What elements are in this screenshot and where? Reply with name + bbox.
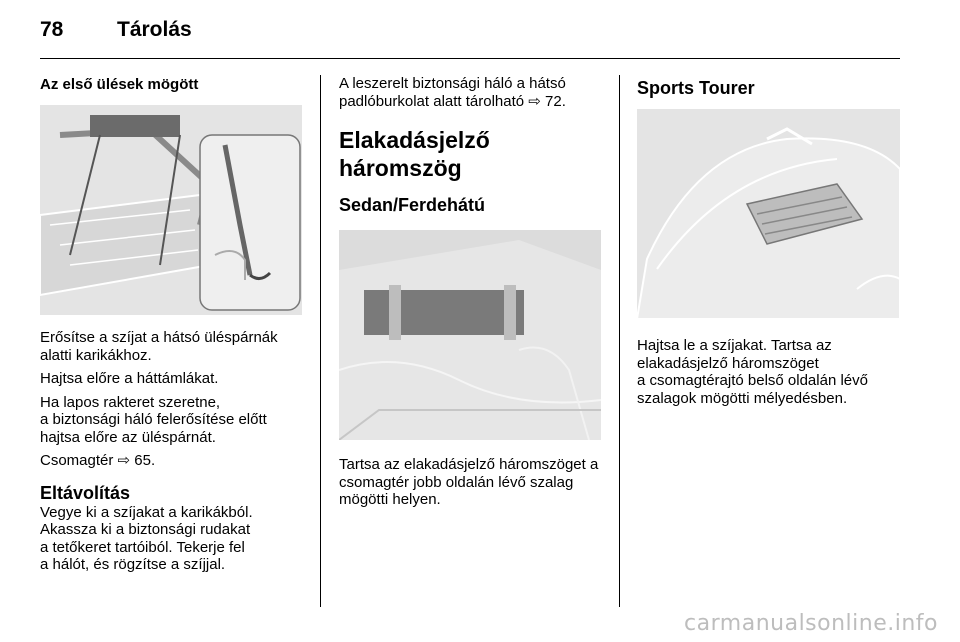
paragraph-sedan-caption: Tartsa az elakadásjelző háromszöget a csomagtér jobb oldalán lévő szalag mögötti helyen. xyxy=(339,456,599,508)
paragraph-fold-backrests: Hajtsa előre a háttámlákat. xyxy=(40,370,219,387)
paragraph-attach-strap: Erősítse a szíjat a hátsó üléspárnák alatti karikákhoz. xyxy=(40,329,278,364)
header-rule xyxy=(40,58,900,59)
section-heading-sports-tourer: Sports Tourer xyxy=(637,78,755,98)
paragraph-net-storage: A leszerelt biztonsági háló a hátsó padlóburkolat alatt tárolható ⇨ 72. xyxy=(339,75,566,110)
paragraph-flat-cargo: Ha lapos rakteret szeretne, a biztonsági háló felerősítése előtt hajtsa előre az üléspárnát. xyxy=(40,393,267,446)
subheading-removal: Eltávolítás xyxy=(40,482,131,503)
column-divider-2 xyxy=(619,75,620,607)
page-number: 78 xyxy=(40,18,64,41)
footer-watermark: carmanualsonline.info xyxy=(684,611,938,636)
sports-tourer-tailgate-illustration xyxy=(637,109,900,319)
subheading-sedan-hatchback: Sedan/Ferdehátú xyxy=(339,195,486,215)
section-heading-warning-triangle: Elakadásjelző háromszög xyxy=(339,127,490,181)
column-1 xyxy=(40,75,305,574)
column-3 xyxy=(637,75,905,407)
paragraph-removal: Vegye ki a szíjakat a karikákból. Akassza ki a biztonsági rudakat a tetőkeret tartóiból. Tekerje fel a hálót, és rögzítse a szíjjal. xyxy=(40,503,253,573)
column-2 xyxy=(339,75,607,509)
chapter-title: Tárolás xyxy=(117,18,192,41)
column-divider-1 xyxy=(320,75,321,607)
sedan-trunk-triangle-illustration xyxy=(339,230,601,440)
section-heading-behind-seats: Az első ülések mögött xyxy=(40,76,199,93)
paragraph-cargo-ref: Csomagtér ⇨ 65. xyxy=(40,452,156,469)
seat-net-illustration xyxy=(40,105,302,315)
paragraph-sports-tourer-caption: Hajtsa le a szíjakat. Tartsa az elakadásjelző háromszöget a csomagtérajtó belső oldalán lévő szalagok mögötti mélyedésben. xyxy=(637,337,868,407)
